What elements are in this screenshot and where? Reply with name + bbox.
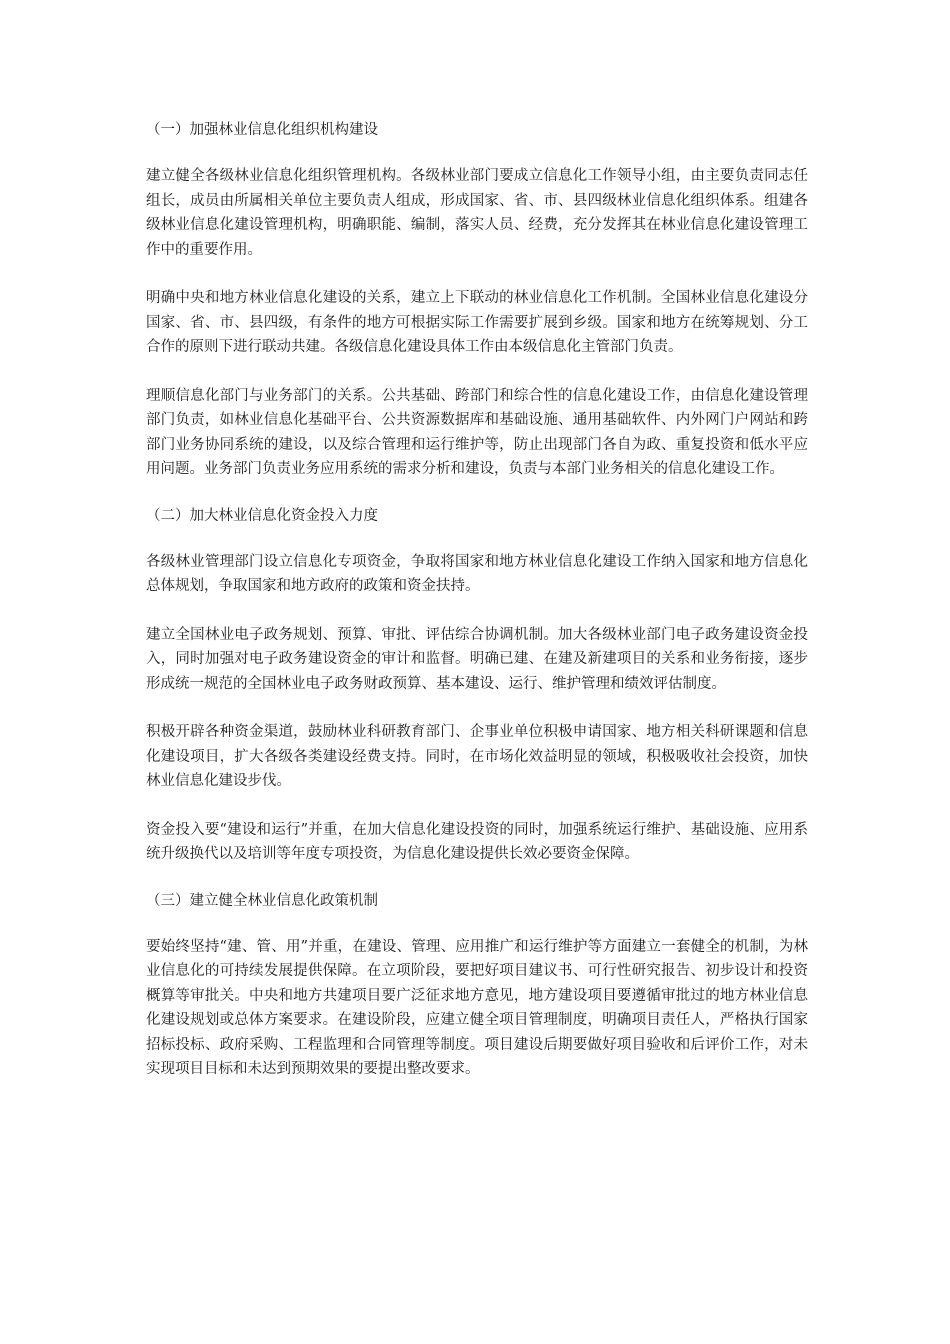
section-heading-1: （一）加强林业信息化组织机构建设	[146, 122, 378, 138]
paragraph: 各级林业管理部门设立信息化专项资金，争取将国家和地方林业信息化建设工作纳入国家和地方信息化总体规划，争取国家和地方政府的政策和资金扶持。	[146, 553, 808, 594]
paragraph: 理顺信息化部门与业务部门的关系。公共基础、跨部门和综合性的信息化建设工作，由信息化建设管理部门负责，如林业信息化基础平台、公共资源数据库和基础设施、通用基础软件、内外网门户网站和跨部门业务协同系统的建设，以及综合管理和运行维护等，防止出现部门各自为政、重复投资和低水平应用问题。业务部门负责业务应用系统的需求分析和建设，负责与本部门业务相关的信息化建设工作。	[146, 387, 808, 477]
paragraph: 明确中央和地方林业信息化建设的关系，建立上下联动的林业信息化工作机制。全国林业信息化建设分国家、省、市、县四级，有条件的地方可根据实际工作需要扩展到乡级。国家和地方在统筹规划、分工合作的原则下进行联动共建。各级信息化建设具体工作由本级信息化主管部门负责。	[146, 290, 808, 355]
paragraph: 建立健全各级林业信息化组织管理机构。各级林业部门要成立信息化工作领导小组，由主要负责同志任组长，成员由所属相关单位主要负责人组成，形成国家、省、市、县四级林业信息化组织体系。组建各级林业信息化建设管理机构，明确职能、编制，落实人员、经费，充分发挥其在林业信息化建设管理工作中的重要作用。	[146, 168, 808, 258]
section-heading-3: （三）建立健全林业信息化政策机制	[146, 892, 378, 909]
document-body	[146, 118, 808, 1082]
paragraph: 资金投入要“建设和运行”并重，在加大信息化建设投资的同时，加强系统运行维护、基础设施、应用系统升级换代以及培训等年度专项投资，为信息化建设提供长效必要资金保障。	[146, 821, 808, 862]
paragraph: 积极开辟各种资金渠道，鼓励林业科研教育部门、企事业单位积极申请国家、地方相关科研课题和信息化建设项目，扩大各级各类建设经费支持。同时，在市场化效益明显的领域，积极吸收社会投资，加快林业信息化建设步伐。	[146, 724, 808, 789]
paragraph: 建立全国林业电子政务规划、预算、审批、评估综合协调机制。加大各级林业部门电子政务建设资金投入，同时加强对电子政务建设资金的审计和监督。明确已建、在建及新建项目的关系和业务衔接，逐步形成统一规范的全国林业电子政务财政预算、基本建设、运行、维护管理和绩效评估制度。	[146, 626, 808, 692]
paragraph: 要始终坚持“建、管、用”并重，在建设、管理、应用推广和运行维护等方面建立一套健全的机制，为林业信息化的可持续发展提供保障。在立项阶段，要把好项目建议书、可行性研究报告、初步设计和投资概算等审批关。中央和地方共建项目要广泛征求地方意见，地方建设项目要遵循审批过的地方林业信息化建设规划或总体方案要求。在建设阶段，应建立健全项目管理制度，明确项目责任人，严格执行国家招标投标、政府采购、工程监理和合同管理等制度。项目建设后期要做好项目验收和后评价工作，对未实现项目目标和未达到预期效果的要提出整改要求。	[146, 938, 808, 1077]
section-heading-2: （二）加大林业信息化资金投入力度	[146, 507, 378, 524]
